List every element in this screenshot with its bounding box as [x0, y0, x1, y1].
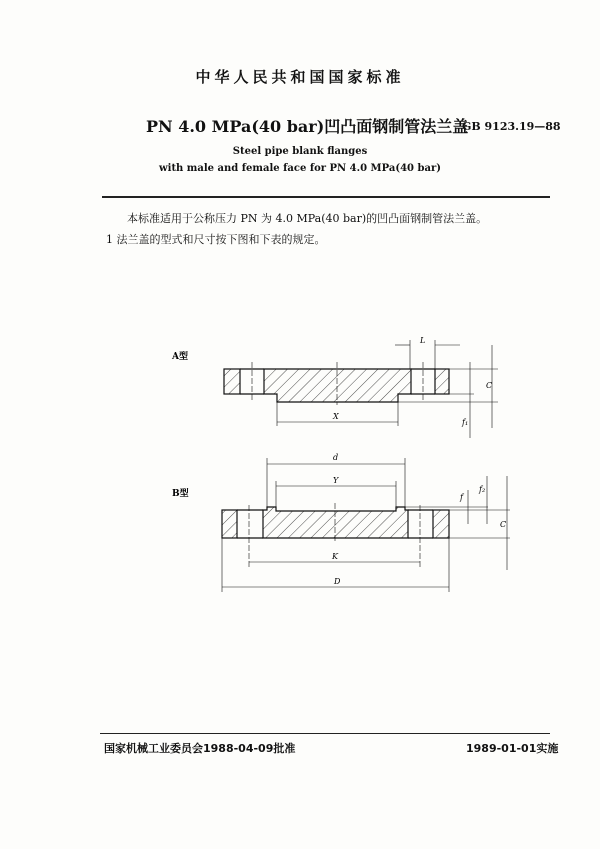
type-b-label: B型	[172, 489, 189, 499]
english-title-2: with male and female face for PN 4.0 MPa(40 bar)	[159, 163, 441, 174]
dim-f1: f₁	[462, 418, 469, 427]
dim-D: D	[334, 577, 341, 586]
dim-Y: Y	[333, 476, 339, 485]
dim-f: f	[460, 493, 463, 502]
type-a-label: A型	[172, 352, 188, 362]
approval-note: 国家机械工业委员会1988-04-09批准	[104, 742, 296, 755]
effective-date: 1989-01-01实施	[466, 742, 559, 755]
dim-L: L	[420, 336, 426, 345]
dim-C-a: C	[486, 381, 493, 390]
standard-code: GB 9123.19—88	[462, 120, 561, 133]
dim-f2: f₂	[479, 485, 486, 494]
dim-X: X	[333, 412, 339, 421]
dim-d: d	[333, 453, 339, 462]
clause-1: 1 法兰盖的型式和尺寸按下图和下表的规定。	[106, 233, 326, 246]
standard-body: 中华人民共和国国家标准	[195, 68, 405, 86]
english-title-1: Steel pipe blank flanges	[232, 146, 368, 157]
dim-K: K	[332, 552, 338, 561]
document-title: PN 4.0 MPa(40 bar)凹凸面钢制管法兰盖	[146, 117, 469, 136]
dim-C-b: C	[500, 520, 507, 529]
scope-paragraph: 本标准适用于公称压力 PN 为 4.0 MPa(40 bar)的凹凸面钢制管法兰盖。	[127, 212, 488, 225]
footer-divider	[100, 733, 550, 734]
